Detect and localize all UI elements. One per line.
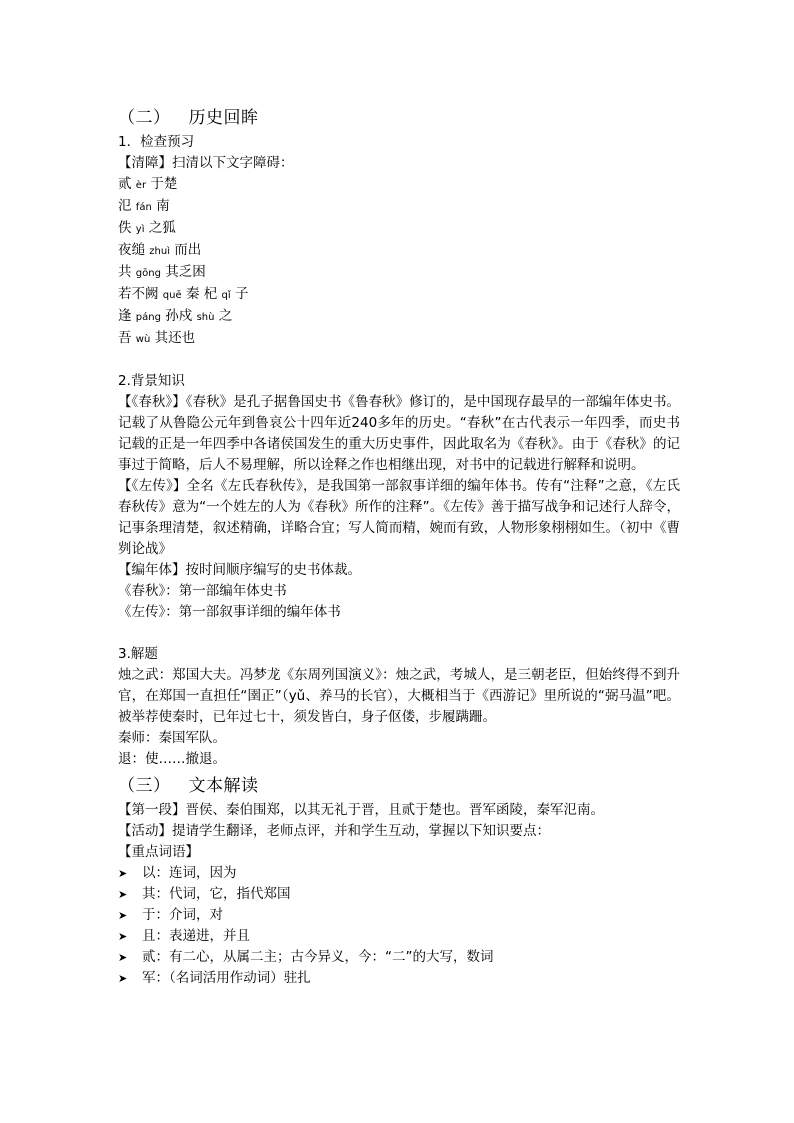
- check-heading: 1．检查预习: [118, 134, 195, 150]
- keywords-heading: 【重点词语】: [118, 844, 199, 860]
- chunqiu-paragraph: 【《春秋》】《春秋》是孔子据鲁国史书《鲁春秋》修订的，是中国现存最早的一部编年体史书。记载了从鲁隐公元年到鲁哀公十四年近240多年的历史。“春秋”在古代表示一年四季，而史书记载的正是一年四季中各诸侯国发生的重大历史事件，因此取名为《春秋》。由于《春秋》的记事过于简略，后人不易理解，所以诠释之作也相继出现，对书中的记载进行解释和说明。: [118, 394, 680, 473]
- pronunciation-item: 贰 èr 于楚: [118, 176, 178, 192]
- section-title: 文本解读: [188, 776, 259, 796]
- qinshi-line: 秦师：秦国军队。: [118, 730, 226, 746]
- section-title: 历史回眸: [188, 108, 259, 128]
- pronunciation-item: 夜缒 zhuì 而出: [118, 242, 202, 258]
- tag-label: 【《春秋》】: [118, 394, 186, 410]
- chunqiu-summary: 《春秋》：第一部编年体史书: [118, 583, 287, 599]
- tag-label: 【清障】: [118, 155, 172, 171]
- pronunciation-item: 共 gōng 其乏困: [118, 264, 206, 280]
- pronunciation-item: 逢 páng 孙戍 shù 之: [118, 308, 233, 324]
- pronunciation-item: 若不阙 quē 秦 杞 qǐ 子: [118, 286, 249, 302]
- zuozhuan-summary: 《左传》：第一部叙事详细的编年体书: [118, 604, 341, 620]
- intro-text: 扫清以下文字障碍：: [172, 155, 294, 171]
- list-item: ➤ 贰：有二心，从属二主；古今异义，今：“二”的大写，数词: [118, 947, 680, 968]
- list-item: ➤ 于：介词，对: [118, 905, 680, 926]
- section-number: （三）: [118, 776, 171, 796]
- activity-line: 【活动】提请学生翻译，老师点评，并和学生互动，掌握以下知识要点：: [118, 823, 550, 839]
- zhuzhiwu-paragraph: 烛之武：郑国大夫。冯梦龙《东周列国演义》：烛之武，考城人，是三朝老臣，但始终得不到升官，在郑国一直担任“圉正”（yǔ、养马的长官），大概相当于《西游记》里所说的“弼马温”吧。被举荐使秦时，已年过七十，须发皆白，身子伛偻，步履蹒跚。: [118, 667, 680, 725]
- tui-line: 退：使……撤退。: [118, 751, 226, 767]
- pronunciation-item: 氾 fán 南: [118, 198, 170, 214]
- tag-label: 【《左传》】: [118, 478, 187, 494]
- tag-label: 【编年体】: [118, 562, 186, 578]
- arrow-bullet-icon: ➤: [118, 888, 128, 901]
- list-item: ➤ 军：（名词活用作动词）驻扎: [118, 968, 680, 989]
- background-heading: 2.背景知识: [118, 373, 185, 389]
- tag-label: 【活动】: [118, 823, 172, 839]
- pronunciation-item: 佚 yì 之狐: [118, 220, 176, 236]
- zuozhuan-paragraph: 【《左传》】全名《左氏春秋传》，是我国第一部叙事详细的编年体书。传有“注释”之意，《左氏春秋传》意为“一个姓左的人为《春秋》所作的注释”。《左传》善于描写战争和记述行人辞令，记事条理清楚，叙述精确，详略合宜；写人简而精，婉而有致，人物形象栩栩如生。（初中《曹刿论战》: [118, 478, 680, 557]
- arrow-bullet-icon: ➤: [118, 909, 128, 922]
- arrow-bullet-icon: ➤: [118, 951, 128, 964]
- explain-heading: 3.解题: [118, 646, 158, 662]
- section-heading-text-reading: [118, 772, 680, 800]
- list-item: ➤ 以：连词，因为: [118, 863, 680, 884]
- document-page: [118, 104, 680, 989]
- section-heading-history: [118, 104, 680, 132]
- paragraph-one-line: 【第一段】晋侯、秦伯围郑，以其无礼于晋，且贰于楚也。晋军函陵，秦军氾南。: [118, 802, 604, 818]
- clear-obstacles-line: [118, 153, 680, 174]
- pronunciation-list: [118, 174, 680, 350]
- list-item: ➤ 其：代词，它，指代郑国: [118, 884, 680, 905]
- arrow-bullet-icon: ➤: [118, 972, 128, 985]
- section-number: （二）: [118, 108, 171, 128]
- list-item: ➤ 且：表递进，并且: [118, 926, 680, 947]
- tag-label: 【第一段】: [118, 802, 186, 818]
- biannian-line: 【编年体】按时间顺序编写的史书体裁。: [118, 562, 361, 578]
- arrow-bullet-icon: ➤: [118, 867, 128, 880]
- pronunciation-item: 吾 wù 其还也: [118, 330, 196, 346]
- arrow-bullet-icon: ➤: [118, 930, 128, 943]
- keyword-list: [118, 863, 680, 989]
